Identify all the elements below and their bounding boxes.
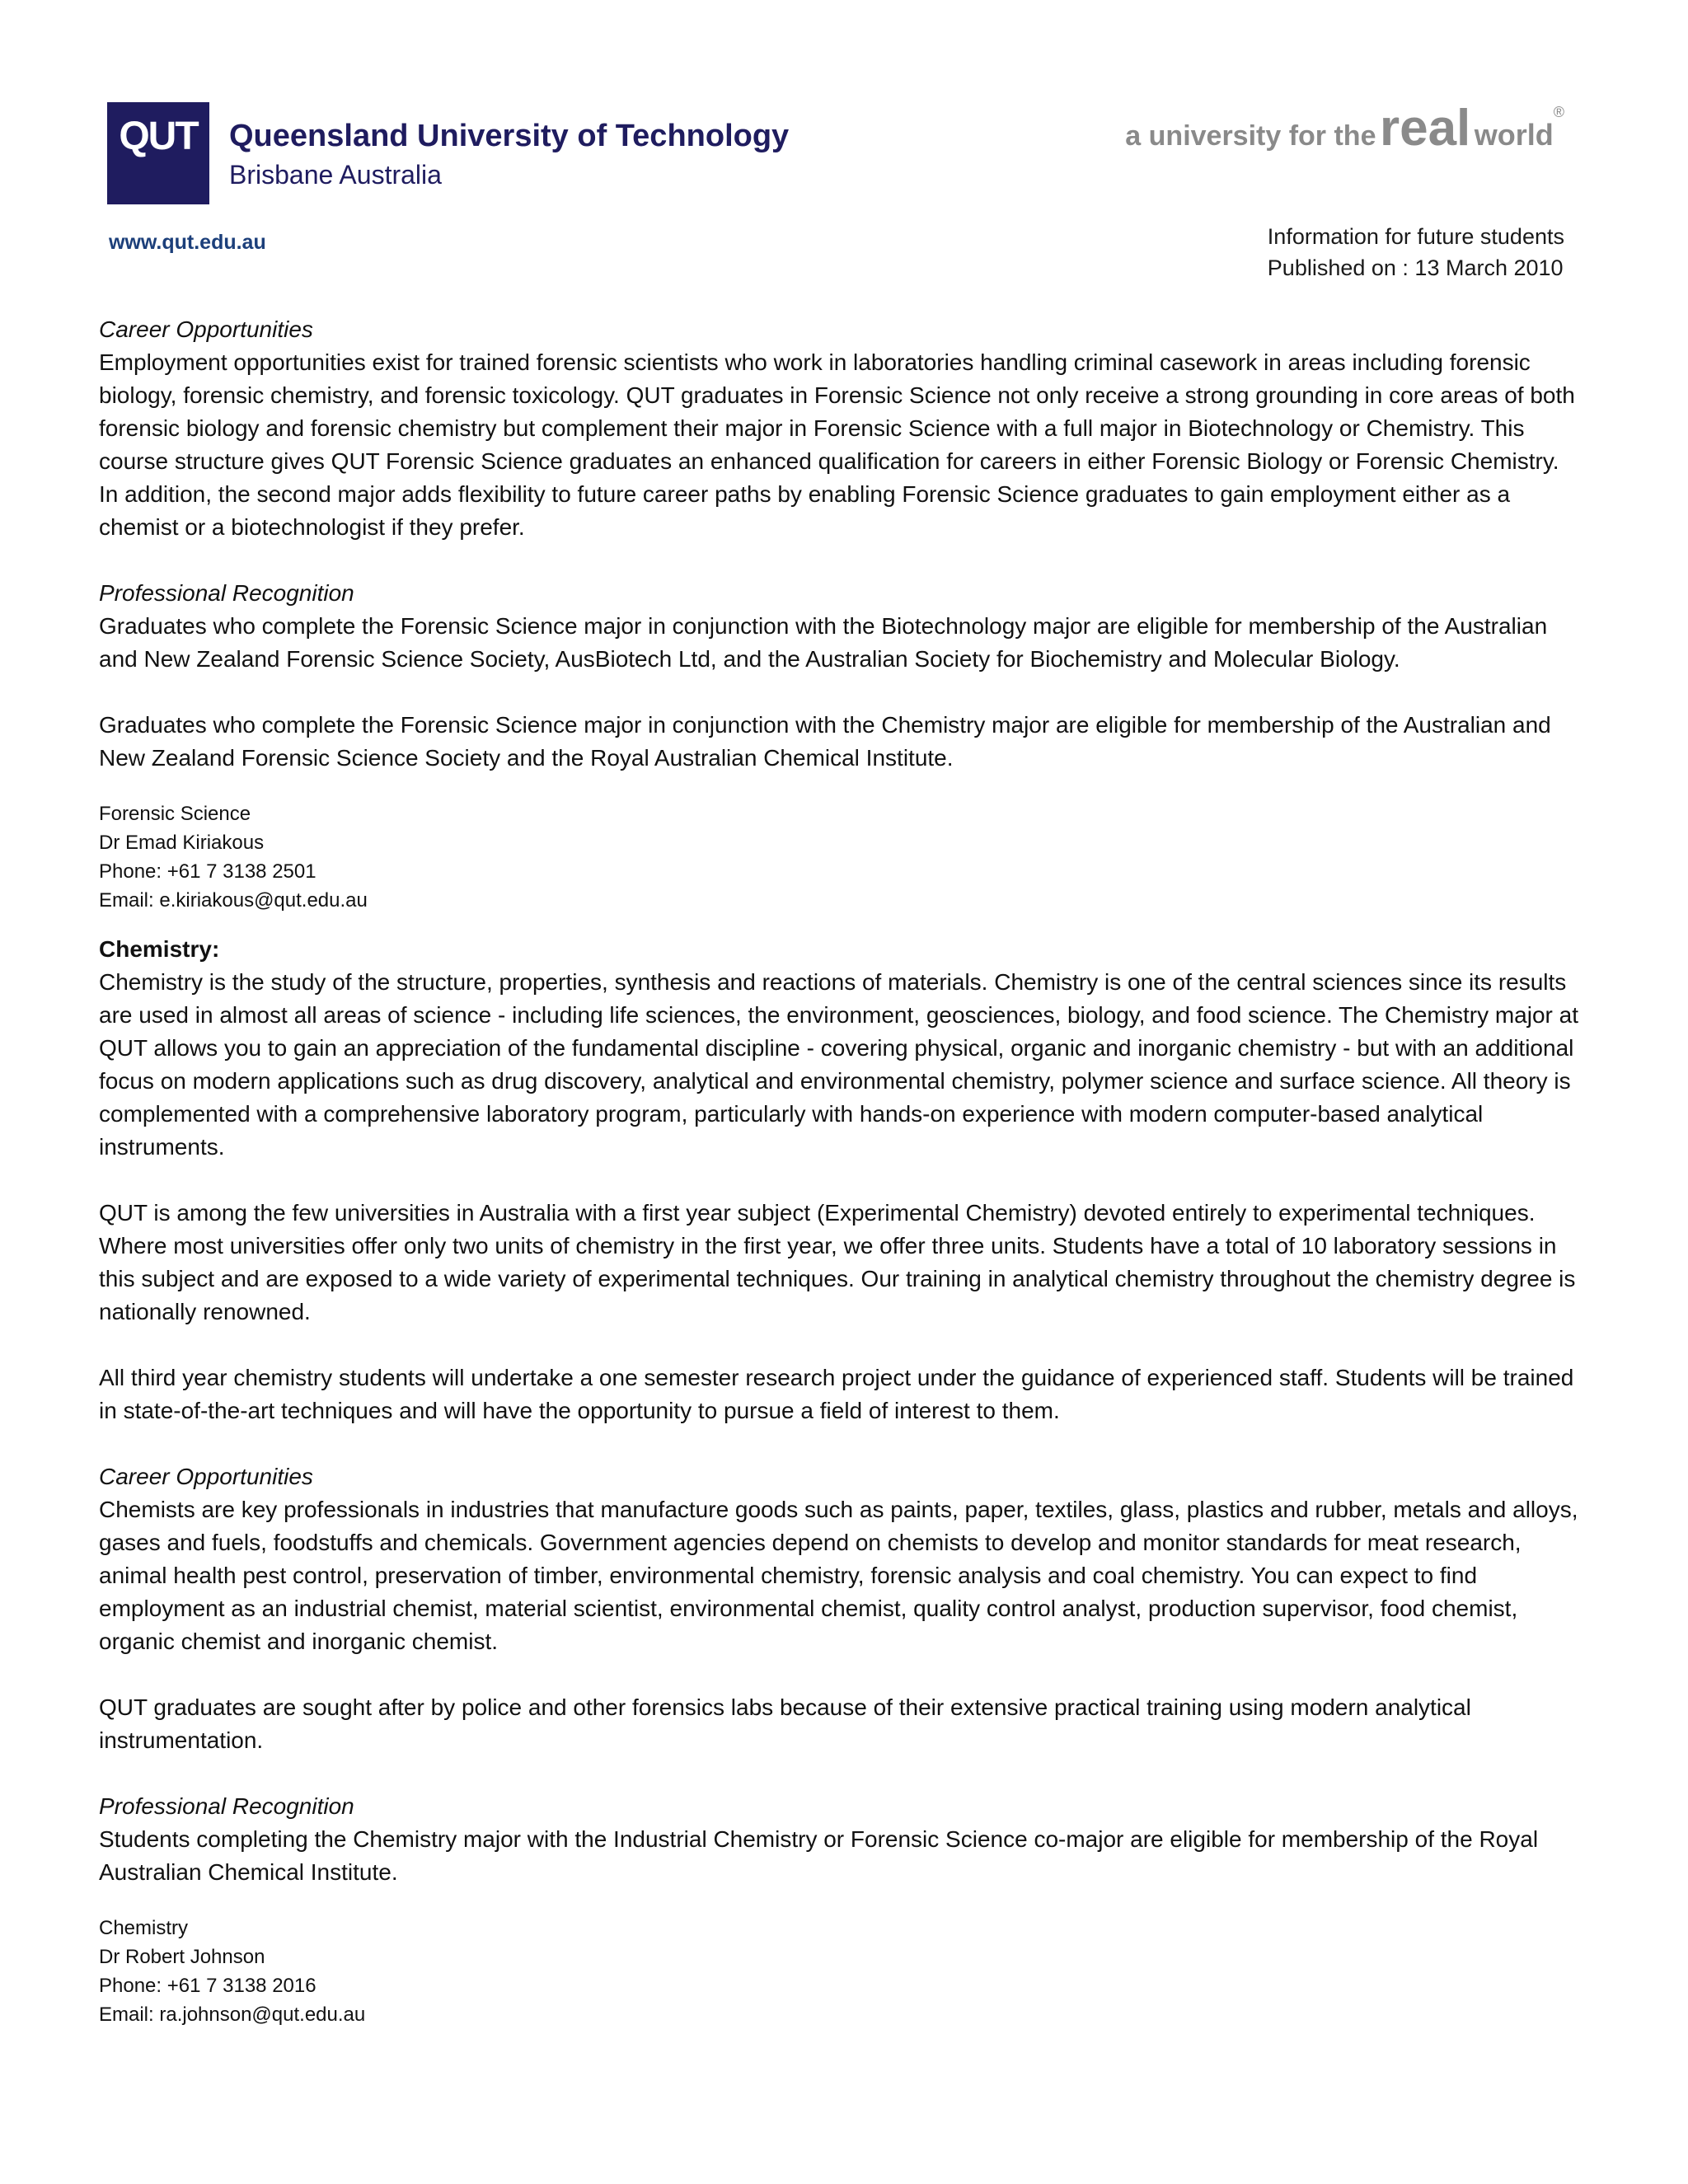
forensic-career-text: Employment opportunities exist for trained forensic scientists who work in laboratories handling criminal casework in areas including forensic biology, forensic chemistry, and forensic toxicology. QUT graduates in Forensic Science not only receive a strong grounding in core areas of both forensic biology and forensic chemistry but complement their major in Forensic Science with a full major in Biotechnology or Chemistry. This course structure gives QUT Forensic Science graduates an enhanced qualification for careers in either Forensic Biology or Forensic Chemistry. In addition, the second major adds flexibility to future career paths by enabling Forensic Science graduates to gain employment either as a chemist or a biotechnologist if they prefer. [99, 349, 1575, 540]
registered-mark: ® [1553, 104, 1564, 120]
chemistry-recognition-text: Students completing the Chemistry major with the Industrial Chemistry or Forensic Science co-major are eligible for membership of the Royal Australian Chemical Institute. [99, 1826, 1539, 1885]
qut-logo [107, 102, 209, 204]
chemistry-career-text-2: QUT graduates are sought after by police and other forensics labs because of their extensive practical training using modern analytical instrumentation. [99, 1694, 1471, 1753]
chemistry-contact [99, 1914, 1582, 2029]
tagline [1125, 99, 1564, 157]
published-line: Published on : 13 March 2010 [1267, 255, 1564, 280]
forensic-career-title: Career Opportunities [99, 316, 313, 342]
forensic-contact [99, 799, 1582, 915]
chemistry-career-text: Chemists are key professionals in industries that manufacture goods such as paints, paper, textiles, glass, plastics and rubber, metals and alloys, gases and fuels, foodstuffs and chemicals. Government agencies depend on chemists to develop and monitor standards for meat research, animal health pest control, preservation of timber, environmental chemistry, forensic analysis and coal chemistry. You can expect to find employment as an industrial chemist, material scientist, environmental chemist, quality control analyst, production supervisor, food chemist, organic chemist and inorganic chemist. [99, 1497, 1578, 1654]
chemistry-para-1: Chemistry is the study of the structure, properties, synthesis and reactions of materials. Chemistry is one of the central sciences since its results are used in almost all areas of science - including life sciences, the environment, geosciences, biology, and food science. The Chemistry major at QUT allows you to gain an appreciation of the fundamental discipline - covering physical, organic and inorganic chemistry - but with an additional focus on modern applications such as drug discovery, analytical and environmental chemistry, polymer science and surface science. All theory is complemented with a comprehensive laboratory program, particularly with hands-on experience with modern computer-based analytical instruments. [99, 969, 1578, 1160]
tagline-real: real [1379, 100, 1471, 157]
forensic-contact-phone: Phone: +61 7 3138 2501 [99, 860, 316, 883]
forensic-contact-title: Forensic Science [99, 803, 251, 825]
chemistry-career-title: Career Opportunities [99, 1464, 313, 1489]
chemistry-contact-phone: Phone: +61 7 3138 2016 [99, 1975, 316, 1997]
tagline-pre: a university for the [1125, 120, 1376, 152]
page-header [0, 0, 1688, 297]
logo-text: QUT [119, 115, 198, 158]
tagline-world: world [1474, 118, 1554, 152]
info-line: Information for future students [1267, 224, 1564, 249]
website-link[interactable]: www.qut.edu.au [109, 231, 266, 254]
forensic-recognition-text-2: Graduates who complete the Forensic Science major in conjunction with the Chemistry major are eligible for membership of the Australian and New Zealand Forensic Science Society and the Royal Australian Chemical Institute. [99, 712, 1551, 771]
chemistry-recognition-title: Professional Recognition [99, 1793, 354, 1819]
chemistry-heading: Chemistry: [99, 936, 220, 962]
chemistry-contact-email[interactable]: Email: ra.johnson@qut.edu.au [99, 2004, 366, 2026]
forensic-recognition-text-1: Graduates who complete the Forensic Science major in conjunction with the Biotechnology major are eligible for membership of the Australian and New Zealand Forensic Science Society, AusBiotech Ltd, and the Australian Society for Biochemistry and Molecular Biology. [99, 613, 1548, 672]
chemistry-para-3: All third year chemistry students will undertake a one semester research project under the guidance of experienced staff. Students will be trained in state-of-the-art techniques and will have the opportunity to pursue a field of interest to them. [99, 1365, 1574, 1423]
university-location: Brisbane Australia [229, 160, 442, 190]
forensic-contact-email[interactable]: Email: e.kiriakous@qut.edu.au [99, 889, 368, 912]
chemistry-para-2: QUT is among the few universities in Australia with a first year subject (Experimental Chemistry) devoted entirely to experimental techniques. Where most universities offer only two units of chemistry in the first year, we offer three units. Students have a total of 10 laboratory sessions in this subject and are exposed to a wide variety of experimental techniques. Our training in analytical chemistry throughout the chemistry degree is nationally renowned. [99, 1200, 1576, 1324]
publication-info [1268, 221, 1564, 284]
university-name: Queensland University of Technology [229, 119, 790, 153]
forensic-recognition-title: Professional Recognition [99, 580, 354, 606]
chemistry-contact-title: Chemistry [99, 1917, 189, 1939]
document-body [99, 313, 1582, 2029]
chemistry-contact-name: Dr Robert Johnson [99, 1946, 265, 1968]
forensic-contact-name: Dr Emad Kiriakous [99, 832, 265, 854]
